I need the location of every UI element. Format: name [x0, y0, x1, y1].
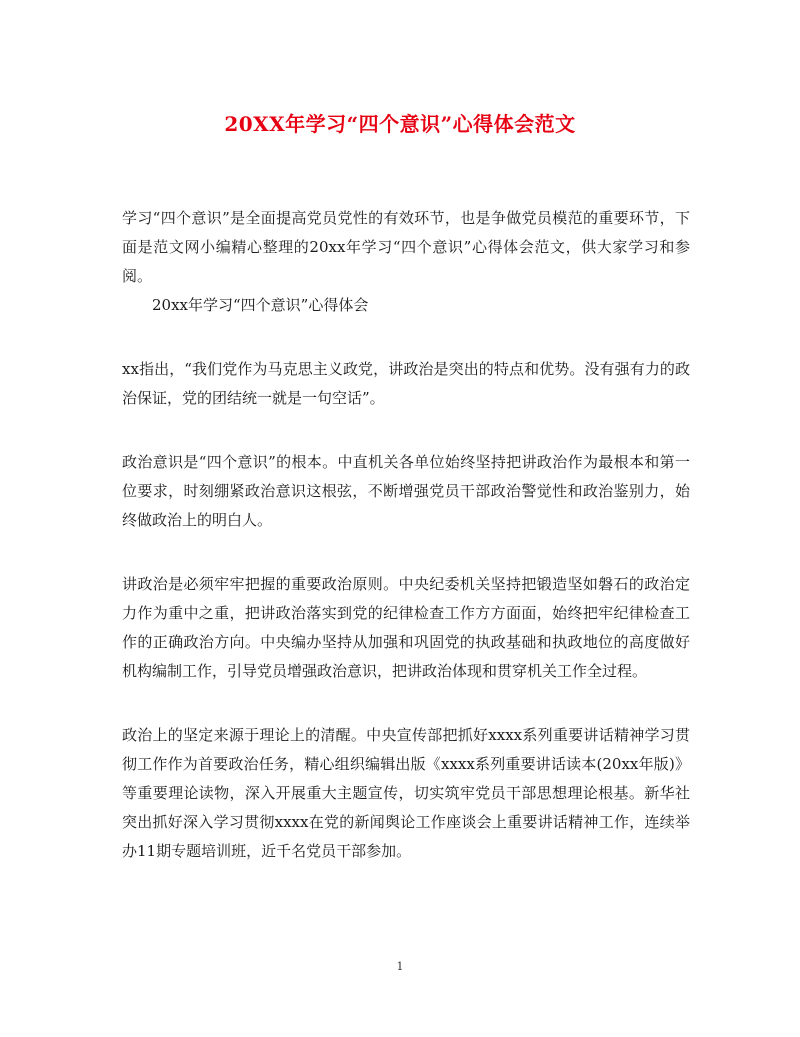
document-body [122, 204, 690, 866]
body-paragraph-1: xx指出，“我们党作为马克思主义政党，讲政治是突出的特点和优势。没有强有力的政治保证，党的团结统一就是一句空话”。 [122, 360, 690, 407]
intro-paragraph: 学习“四个意识”是全面提高党员党性的有效环节，也是争做党员模范的重要环节，下面是范文网小编精心整理的20xx年学习“四个意识”心得体会范文，供大家学习和参阅。 [122, 209, 690, 285]
paragraph-spacer [122, 535, 690, 570]
paragraph-spacer [122, 413, 690, 448]
page-number: 1 [396, 960, 404, 973]
body-paragraph-2: 政治意识是“四个意识”的根本。中直机关各单位始终坚持把讲政治作为最根本和第一位要求，时刻绷紧政治意识这根弦，不断增强党员干部政治警觉性和政治鉴别力，始终做政治上的明白人。 [122, 453, 690, 529]
document-title: 20XX年学习“四个意识”心得体会范文 [224, 112, 576, 136]
paragraph-spacer [122, 686, 690, 721]
body-paragraph-4: 政治上的坚定来源于理论上的清醒。中央宣传部把抓好xxxx系列重要讲话精神学习贯彻工作作为首要政治任务，精心组织编辑出版《xxxx系列重要讲话读本(20xx年版)》等重要理论读物，深入开展重大主题宣传，切实筑牢党员干部思想理论根基。新华社突出抓好深入学习贯彻xxxx在党的新闻舆论工作座谈会上重要讲话精神工作，连续举办11期专题培训班，近千名党员干部参加。 [122, 726, 690, 860]
body-paragraph-3: 讲政治是必须牢牢把握的重要政治原则。中央纪委机关坚持把锻造坚如磐石的政治定力作为重中之重，把讲政治落实到党的纪律检查工作方方面面，始终把牢纪律检查工作的正确政治方向。中央编办坚持从加强和巩固党的执政基础和执政地位的高度做好机构编制工作，引导党员增强政治意识，把讲政治体现和贯穿机关工作全过程。 [122, 575, 690, 680]
paragraph-spacer [122, 320, 690, 355]
subtitle-paragraph: 20xx年学习“四个意识”心得体会 [152, 296, 369, 314]
